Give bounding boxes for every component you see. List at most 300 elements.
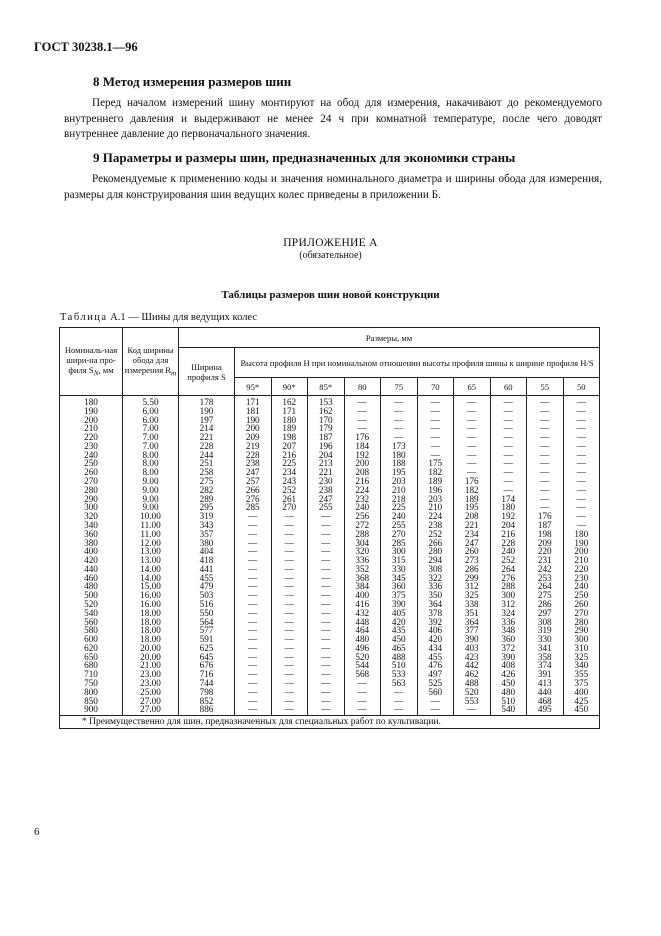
tire-sizes-table xyxy=(59,327,600,729)
table-cell: — xyxy=(271,670,308,679)
table-cell: 209 xyxy=(235,433,272,442)
table-cell: 221 xyxy=(308,468,345,477)
table-cell: 27.00 xyxy=(123,697,179,706)
table-cell: 750 xyxy=(60,679,123,688)
table-cell: 178 xyxy=(179,396,235,407)
table-cell: — xyxy=(308,688,345,697)
table-cell: 171 xyxy=(235,396,272,407)
table-cell: 247 xyxy=(454,539,491,548)
table-cell: — xyxy=(308,626,345,635)
table-cell: — xyxy=(563,512,600,521)
table-cell: 380 xyxy=(60,539,123,548)
table-cell: 210 xyxy=(563,556,600,565)
table-cell: 238 xyxy=(308,486,345,495)
table-cell: 442 xyxy=(454,661,491,670)
table-label-prefix: Таблица xyxy=(60,312,108,323)
table-cell: 420 xyxy=(417,635,454,644)
table-cell: 418 xyxy=(179,556,235,565)
table-cell: — xyxy=(235,609,272,618)
table-cell: — xyxy=(490,442,527,451)
table-cell: 420 xyxy=(60,556,123,565)
table-cell: — xyxy=(563,468,600,477)
table-cell: 377 xyxy=(454,626,491,635)
table-cell: 171 xyxy=(271,407,308,416)
table-cell: 207 xyxy=(271,442,308,451)
table-cell: — xyxy=(271,697,308,706)
table-cell: 9.00 xyxy=(123,503,179,512)
table-cell: 413 xyxy=(527,679,564,688)
table-cell: 188 xyxy=(381,459,418,468)
table-cell: 232 xyxy=(344,495,381,504)
table-cell: 196 xyxy=(308,442,345,451)
table-cell: 336 xyxy=(417,582,454,591)
table-cell: — xyxy=(308,530,345,539)
table-cell: 176 xyxy=(527,512,564,521)
table-cell: — xyxy=(381,705,418,715)
table-cell: 190 xyxy=(60,407,123,416)
table-cell: 6.00 xyxy=(123,416,179,425)
table-cell: 710 xyxy=(60,670,123,679)
table-cell: 390 xyxy=(381,600,418,609)
table-cell: 520 xyxy=(344,653,381,662)
table-cell: 348 xyxy=(490,626,527,635)
table-cell: — xyxy=(308,521,345,530)
table-cell: 240 xyxy=(60,451,123,460)
table-cell: 300 xyxy=(381,547,418,556)
table-cell: 20.00 xyxy=(123,644,179,653)
table-cell: — xyxy=(308,556,345,565)
table-cell: 221 xyxy=(179,433,235,442)
table-cell: 6.00 xyxy=(123,407,179,416)
table-cell: — xyxy=(271,512,308,521)
table-cell: 435 xyxy=(381,626,418,635)
table-cell: — xyxy=(490,416,527,425)
table-cell: 800 xyxy=(60,688,123,697)
table-cell: 282 xyxy=(179,486,235,495)
table-cell: 240 xyxy=(490,547,527,556)
table-cell: 170 xyxy=(308,416,345,425)
table-cell: 15.00 xyxy=(123,582,179,591)
table-cell: — xyxy=(490,396,527,407)
table-cell: 273 xyxy=(454,556,491,565)
table-cell: 219 xyxy=(235,442,272,451)
table-cell: 650 xyxy=(60,653,123,662)
table-cell: 176 xyxy=(454,477,491,486)
table-cell: 357 xyxy=(179,530,235,539)
table-cell: 295 xyxy=(179,503,235,512)
table-cell: 286 xyxy=(527,600,564,609)
table-cell: 500 xyxy=(60,591,123,600)
table-cell: — xyxy=(308,705,345,715)
table-cell: 462 xyxy=(454,670,491,679)
table-cell: 516 xyxy=(179,600,235,609)
table-cell: 580 xyxy=(60,626,123,635)
table-cell: — xyxy=(308,661,345,670)
table-cell: — xyxy=(235,679,272,688)
ratio-header-cell: 60 xyxy=(490,378,527,396)
table-cell: — xyxy=(235,653,272,662)
table-cell: 341 xyxy=(527,644,564,653)
table-cell: 465 xyxy=(381,644,418,653)
table-cell: — xyxy=(344,705,381,715)
table-cell: — xyxy=(454,433,491,442)
table-cell: 560 xyxy=(417,688,454,697)
table-cell: 253 xyxy=(527,574,564,583)
table-cell: 620 xyxy=(60,644,123,653)
table-cell: — xyxy=(308,591,345,600)
table-cell: — xyxy=(344,697,381,706)
table-cell: 243 xyxy=(271,477,308,486)
table-cell: — xyxy=(563,396,600,407)
col-width-header: Ширина профиля S xyxy=(179,348,235,396)
table-cell: 252 xyxy=(417,530,454,539)
table-cell: — xyxy=(271,600,308,609)
table-cell: 8.00 xyxy=(123,451,179,460)
table-cell: — xyxy=(235,574,272,583)
table-cell: 13.00 xyxy=(123,547,179,556)
ratio-header-cell: 75 xyxy=(381,378,418,396)
table-cell: — xyxy=(271,539,308,548)
table-cell: — xyxy=(490,451,527,460)
table-cell: 360 xyxy=(60,530,123,539)
table-cell: 180 xyxy=(381,451,418,460)
table-cell: — xyxy=(235,530,272,539)
table-cell: 216 xyxy=(271,451,308,460)
table-cell: 540 xyxy=(60,609,123,618)
table-cell: — xyxy=(235,591,272,600)
table-cell: 280 xyxy=(563,618,600,627)
table-cell: — xyxy=(490,459,527,468)
table-cell: — xyxy=(381,697,418,706)
table-cell: 591 xyxy=(179,635,235,644)
table-cell: — xyxy=(490,407,527,416)
table-cell: 250 xyxy=(60,459,123,468)
table-cell: 564 xyxy=(179,618,235,627)
ratio-header-cell: 50 xyxy=(563,378,600,396)
table-cell: — xyxy=(454,442,491,451)
table-cell: 400 xyxy=(563,688,600,697)
table-cell: 252 xyxy=(271,486,308,495)
table-cell: 390 xyxy=(490,653,527,662)
table-cell: — xyxy=(527,416,564,425)
table-cell: — xyxy=(563,521,600,530)
table-cell: — xyxy=(271,644,308,653)
ratio-header-cell: 95* xyxy=(235,378,272,396)
table-cell: 440 xyxy=(527,688,564,697)
table-cell: 264 xyxy=(527,582,564,591)
table-cell: 255 xyxy=(381,521,418,530)
table-cell: 21.00 xyxy=(123,661,179,670)
table-cell: 290 xyxy=(563,626,600,635)
table-cell: 285 xyxy=(235,503,272,512)
table-cell: 228 xyxy=(490,539,527,548)
table-cell: — xyxy=(454,396,491,407)
table-cell: 676 xyxy=(179,661,235,670)
table-cell: 180 xyxy=(563,530,600,539)
table-cell: 300 xyxy=(60,503,123,512)
table-cell: 187 xyxy=(308,433,345,442)
ratio-header-cell: 70 xyxy=(417,378,454,396)
table-cell: — xyxy=(490,468,527,477)
table-cell: 450 xyxy=(381,635,418,644)
table-cell: 216 xyxy=(490,530,527,539)
table-cell: 173 xyxy=(381,442,418,451)
table-cell: 280 xyxy=(60,486,123,495)
table-cell: 380 xyxy=(179,539,235,548)
table-cell: 312 xyxy=(454,582,491,591)
table-cell: — xyxy=(527,486,564,495)
table-cell: 261 xyxy=(271,495,308,504)
table-cell: 16.00 xyxy=(123,591,179,600)
table-cell: 180 xyxy=(60,396,123,407)
table-cell: — xyxy=(527,396,564,407)
table-cell: 510 xyxy=(381,661,418,670)
table-cell: 23.00 xyxy=(123,670,179,679)
table-cell: 14.00 xyxy=(123,574,179,583)
table-cell: 488 xyxy=(454,679,491,688)
table-cell: 256 xyxy=(344,512,381,521)
table-cell: 432 xyxy=(344,609,381,618)
table-cell: 266 xyxy=(417,539,454,548)
table-cell: 153 xyxy=(308,396,345,407)
table-cell: 244 xyxy=(179,451,235,460)
table-cell: 18.00 xyxy=(123,609,179,618)
table-cell: 403 xyxy=(454,644,491,653)
table-cell: 340 xyxy=(60,521,123,530)
table-footnote: * Преимущественно для шин, предназначенных для специальных работ по культивации. xyxy=(60,716,600,729)
table-cell: — xyxy=(344,416,381,425)
table-cell: — xyxy=(527,451,564,460)
table-cell: — xyxy=(235,661,272,670)
table-cell: 11.00 xyxy=(123,521,179,530)
table-cell: 276 xyxy=(490,574,527,583)
table-cell: 189 xyxy=(417,477,454,486)
table-cell: — xyxy=(308,670,345,679)
table-cell: — xyxy=(271,705,308,715)
table-cell: — xyxy=(454,424,491,433)
table-cell: 16.00 xyxy=(123,600,179,609)
table-cell: 204 xyxy=(490,521,527,530)
table-cell: — xyxy=(344,688,381,697)
table-cell: 14.00 xyxy=(123,565,179,574)
table-cell: 182 xyxy=(454,486,491,495)
table-cell: 220 xyxy=(527,547,564,556)
table-cell: 297 xyxy=(527,609,564,618)
table-cell: 330 xyxy=(381,565,418,574)
table-cell: 9.00 xyxy=(123,486,179,495)
table-cell: — xyxy=(235,565,272,574)
table-cell: 210 xyxy=(381,486,418,495)
table-cell: 455 xyxy=(179,574,235,583)
table-cell: 208 xyxy=(344,468,381,477)
table-cell: 320 xyxy=(344,547,381,556)
table-cell: 225 xyxy=(271,459,308,468)
table-cell: — xyxy=(490,424,527,433)
table-cell: 372 xyxy=(490,644,527,653)
table-cell: 25.00 xyxy=(123,688,179,697)
table-cell: 325 xyxy=(563,653,600,662)
table-cell: 450 xyxy=(490,679,527,688)
ratio-header-cell: 85* xyxy=(308,378,345,396)
table-cell: — xyxy=(563,407,600,416)
table-cell: 455 xyxy=(417,653,454,662)
table-cell: — xyxy=(490,477,527,486)
table-cell: 12.00 xyxy=(123,539,179,548)
table-cell: — xyxy=(344,424,381,433)
table-cell: — xyxy=(271,688,308,697)
table-cell: 192 xyxy=(344,451,381,460)
table-cell: 434 xyxy=(417,644,454,653)
table-cell: 20.00 xyxy=(123,653,179,662)
table-cell: — xyxy=(381,433,418,442)
table-cell: 218 xyxy=(381,495,418,504)
table-cell: — xyxy=(563,459,600,468)
table-cell: 176 xyxy=(344,433,381,442)
table-cell: 744 xyxy=(179,679,235,688)
table-cell: 322 xyxy=(417,574,454,583)
table-cell: 716 xyxy=(179,670,235,679)
table-cell: 798 xyxy=(179,688,235,697)
table-cell: 416 xyxy=(344,600,381,609)
table-cell: 5.50 xyxy=(123,396,179,407)
table-cell: 460 xyxy=(60,574,123,583)
table-label xyxy=(60,312,257,323)
table-cell: 216 xyxy=(344,477,381,486)
table-cell: 189 xyxy=(454,495,491,504)
table-cell: 680 xyxy=(60,661,123,670)
table-cell: — xyxy=(417,396,454,407)
table-cell: 7.00 xyxy=(123,433,179,442)
table-cell: 255 xyxy=(308,503,345,512)
table-cell: 304 xyxy=(344,539,381,548)
table-cell: 213 xyxy=(308,459,345,468)
table-cell: — xyxy=(527,503,564,512)
table-cell: 325 xyxy=(454,591,491,600)
table-cell: 364 xyxy=(454,618,491,627)
table-cell: 228 xyxy=(235,451,272,460)
table-cell: 345 xyxy=(381,574,418,583)
table-cell: 18.00 xyxy=(123,635,179,644)
section-9-text: Рекомендуемые к применению коды и значения номинального диаметра и ширины обода для измерения, размеры для конструирования шин ведущих колес приведены в приложении Б. xyxy=(64,173,602,201)
table-cell: 286 xyxy=(454,565,491,574)
table-cell: — xyxy=(308,609,345,618)
table-cell: — xyxy=(381,396,418,407)
table-cell: 488 xyxy=(381,653,418,662)
table-cell: 260 xyxy=(563,600,600,609)
table-cell: 375 xyxy=(381,591,418,600)
table-cell: 441 xyxy=(179,565,235,574)
table-cell: 272 xyxy=(344,521,381,530)
table-cell: 11.00 xyxy=(123,530,179,539)
table-cell: 496 xyxy=(344,644,381,653)
table-cell: 374 xyxy=(527,661,564,670)
table-cell: 290 xyxy=(60,495,123,504)
table-cell: 220 xyxy=(60,433,123,442)
table-cell: — xyxy=(563,416,600,425)
table-cell: — xyxy=(271,556,308,565)
table-cell: 308 xyxy=(527,618,564,627)
table-cell: 497 xyxy=(417,670,454,679)
table-cell: 550 xyxy=(179,609,235,618)
table-cell: 426 xyxy=(490,670,527,679)
table-cell: 184 xyxy=(344,442,381,451)
table-cell: 352 xyxy=(344,565,381,574)
table-cell: — xyxy=(308,565,345,574)
table-cell: — xyxy=(271,591,308,600)
table-cell: 390 xyxy=(454,635,491,644)
table-cell: — xyxy=(563,477,600,486)
document-header: ГОСТ 30238.1—96 xyxy=(34,40,138,54)
appendix-subtitle: (обязательное) xyxy=(299,250,362,261)
table-cell: 275 xyxy=(527,591,564,600)
table-cell: 276 xyxy=(235,495,272,504)
table-cell: 7.00 xyxy=(123,442,179,451)
table-cell: 252 xyxy=(490,556,527,565)
table-cell: 258 xyxy=(179,468,235,477)
table-cell: 553 xyxy=(454,697,491,706)
table-cell: 425 xyxy=(563,697,600,706)
table-cell: — xyxy=(235,582,272,591)
table-cell: 852 xyxy=(179,697,235,706)
table-cell: 214 xyxy=(179,424,235,433)
table-cell: 350 xyxy=(417,591,454,600)
table-cell: — xyxy=(563,486,600,495)
table-cell: 525 xyxy=(417,679,454,688)
ratio-header-cell: 90* xyxy=(271,378,308,396)
table-cell: 340 xyxy=(563,661,600,670)
col-sizes-header: Размеры, мм xyxy=(179,328,600,348)
table-cell: — xyxy=(563,503,600,512)
table-cell: 8.00 xyxy=(123,468,179,477)
table-cell: 600 xyxy=(60,635,123,644)
table-cell: 324 xyxy=(490,609,527,618)
table-cell: — xyxy=(235,626,272,635)
table-cell: 187 xyxy=(527,521,564,530)
table-cell: 392 xyxy=(417,618,454,627)
table-cell: — xyxy=(344,407,381,416)
section-8-title: 8 Метод измерения размеров шин xyxy=(93,74,292,89)
table-cell: — xyxy=(454,407,491,416)
table-cell: — xyxy=(563,433,600,442)
table-cell: — xyxy=(381,688,418,697)
table-cell: 220 xyxy=(563,565,600,574)
table-cell: 225 xyxy=(381,503,418,512)
table-cell: 23.00 xyxy=(123,679,179,688)
table-cell: 375 xyxy=(563,679,600,688)
table-cell: — xyxy=(417,451,454,460)
table-cell: — xyxy=(381,407,418,416)
table-cell: 850 xyxy=(60,697,123,706)
table-cell: 240 xyxy=(381,512,418,521)
table-cell: 162 xyxy=(308,407,345,416)
table-cell: 181 xyxy=(235,407,272,416)
table-cell: — xyxy=(344,679,381,688)
table-cell: 404 xyxy=(179,547,235,556)
table-cell: — xyxy=(271,530,308,539)
table-cell: 270 xyxy=(563,609,600,618)
table-cell: — xyxy=(271,574,308,583)
table-cell: — xyxy=(271,626,308,635)
table-cell: 540 xyxy=(490,705,527,715)
table-cell: 351 xyxy=(454,609,491,618)
table-cell: 230 xyxy=(60,442,123,451)
table-cell: 338 xyxy=(454,600,491,609)
table-cell: 195 xyxy=(454,503,491,512)
table-cell: — xyxy=(490,433,527,442)
table-cell: — xyxy=(563,451,600,460)
table-cell: 315 xyxy=(381,556,418,565)
table-cell: — xyxy=(454,451,491,460)
